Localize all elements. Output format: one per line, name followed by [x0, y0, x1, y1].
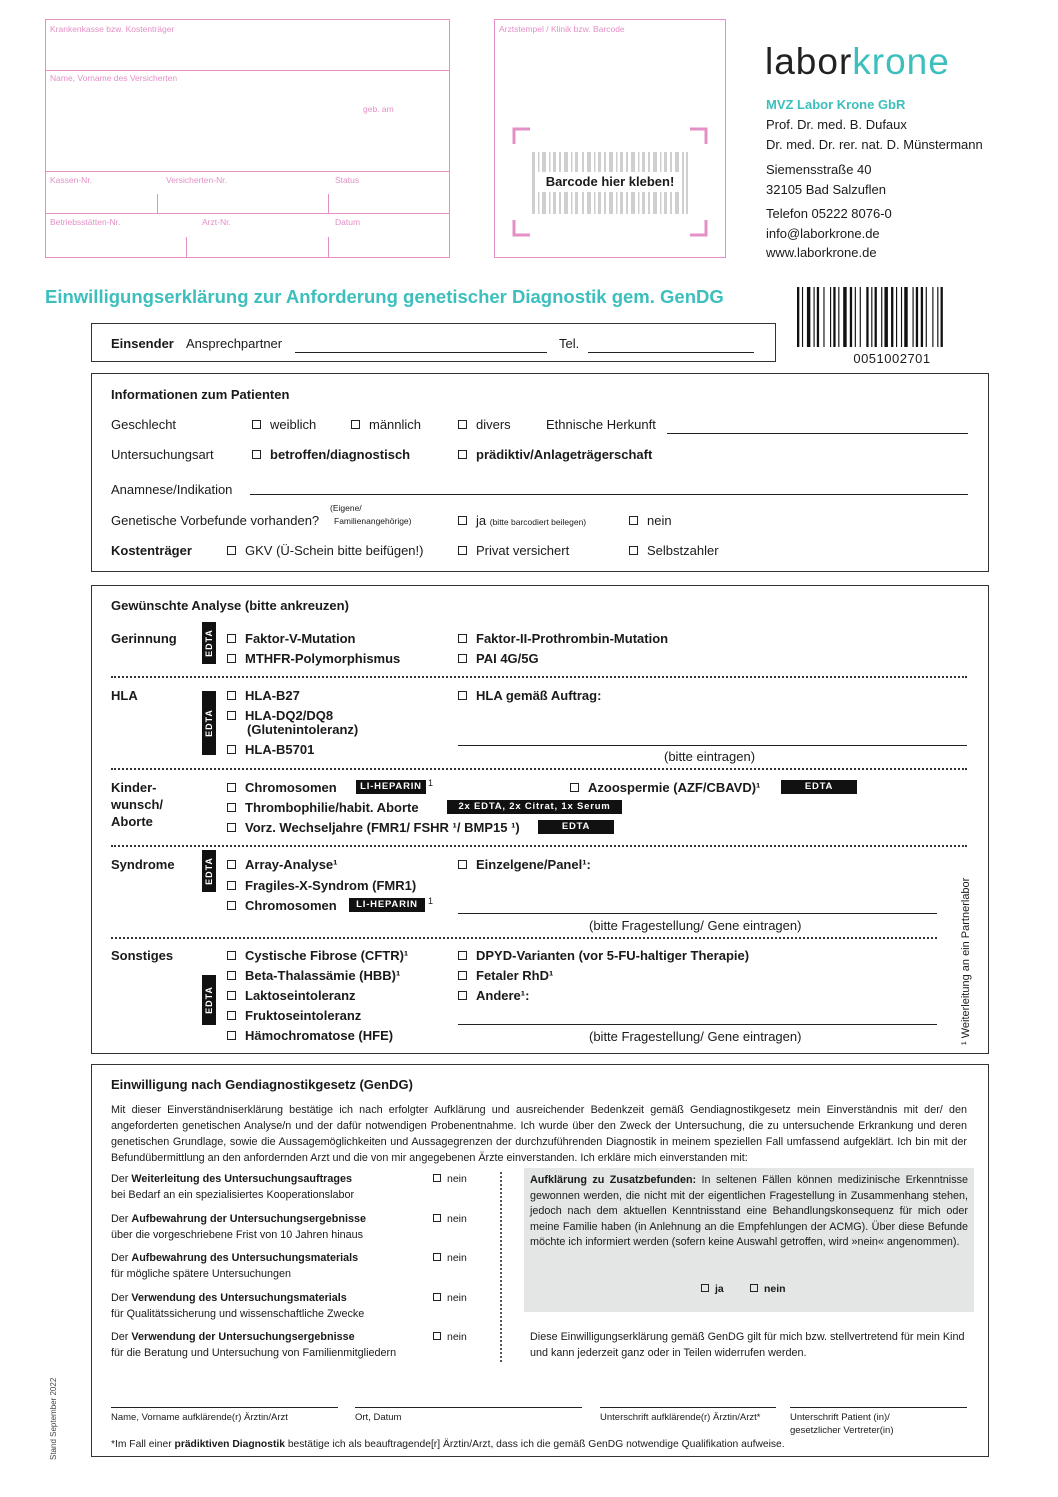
- checkbox[interactable]: [227, 546, 236, 555]
- patient-heading: Informationen zum Patienten: [111, 387, 290, 402]
- group-label-syndrome: Syndrome: [111, 857, 175, 872]
- consent-no-5[interactable]: nein: [433, 1331, 467, 1343]
- checkbox[interactable]: [458, 971, 467, 980]
- checkbox[interactable]: [629, 546, 638, 555]
- consent-no-2[interactable]: nein: [433, 1213, 467, 1225]
- checkbox[interactable]: [227, 971, 236, 980]
- test-fragiles-x[interactable]: [227, 878, 416, 893]
- footnote-marker: 1: [428, 778, 434, 788]
- form-title: Einwilligungserklärung zur Anforderung genetischer Diagnostik gem. GenDG: [45, 286, 724, 307]
- checkbox[interactable]: [458, 634, 467, 643]
- option-label: Fetaler RhD¹: [476, 968, 554, 983]
- divider: [157, 194, 158, 214]
- checkbox[interactable]: [252, 420, 261, 429]
- edta-badge: EDTA: [538, 820, 614, 834]
- sig-label-patient-1: Unterschrift Patient (in)/: [790, 1412, 890, 1423]
- sig-line-doctor-name[interactable]: [111, 1407, 338, 1408]
- test-mthfr[interactable]: [227, 651, 400, 666]
- option-label: HLA gemäß Auftrag:: [476, 688, 602, 703]
- checkbox[interactable]: [227, 654, 236, 663]
- checkbox[interactable]: [227, 823, 236, 832]
- test-chromosomen-syndrome[interactable]: [227, 898, 337, 913]
- lab-name: MVZ Labor Krone GbR: [766, 97, 906, 112]
- option-label: Array-Analyse¹: [245, 857, 338, 872]
- field-label-betriebsstaetten: Betriebsstätten-Nr.: [50, 217, 121, 227]
- barcode-hint: Barcode hier kleben!: [545, 174, 675, 189]
- option-label: Laktoseintoleranz: [245, 988, 356, 1003]
- option-label: Azoospermie (AZF/CBAVD)¹: [588, 780, 761, 795]
- checkbox[interactable]: [458, 991, 467, 1000]
- sig-label-patient-2: gesetzlicher Vertreter(in): [790, 1425, 894, 1436]
- einzelgene-hint: (bitte Fragestellung/ Gene eintragen): [589, 918, 802, 933]
- checkbox[interactable]: [227, 991, 236, 1000]
- andere-hint: (bitte Fragestellung/ Gene eintragen): [589, 1029, 802, 1044]
- edta-badge: EDTA: [202, 975, 216, 1025]
- test-hla-dq[interactable]: [227, 708, 333, 723]
- test-fruktose[interactable]: [227, 1008, 361, 1023]
- consent-item-1: Der Weiterleitung des Untersuchungsauftrages bei Bedarf an ein spezialisiertes Kooperationslabor: [111, 1173, 355, 1201]
- sig-label-doctor: Unterschrift aufklärende(r) Ärztin/Arzt*: [600, 1412, 761, 1423]
- checkbox[interactable]: [458, 691, 467, 700]
- option-label: ja: [476, 513, 487, 528]
- field-label-geb: geb. am: [363, 104, 394, 114]
- test-hla-dq-note: (Glutenintoleranz): [247, 722, 359, 737]
- payer-option-gkv[interactable]: [227, 543, 423, 558]
- checkbox[interactable]: [227, 881, 236, 890]
- test-azoospermie[interactable]: [570, 780, 760, 795]
- sex-label: Geschlecht: [111, 417, 177, 432]
- sig-line-place-date[interactable]: [355, 1407, 582, 1408]
- lab-city: 32105 Bad Salzuflen: [766, 182, 886, 197]
- group-label-sonstiges: Sonstiges: [111, 948, 174, 963]
- test-array[interactable]: [227, 857, 338, 872]
- test-faktor-v[interactable]: [227, 631, 356, 646]
- consent-item-4: Der Verwendung des Untersuchungsmaterials für Qualitätssicherung und wissenschaftliche Zwecke: [111, 1292, 365, 1320]
- consent-no-3[interactable]: nein: [433, 1252, 467, 1264]
- lab-person-1: Prof. Dr. med. B. Dufaux: [766, 117, 907, 132]
- checkbox[interactable]: [458, 450, 467, 459]
- prior-findings-note-1: (Eigene/: [330, 503, 362, 513]
- contact-input-line[interactable]: [295, 352, 547, 353]
- anamnesis-input-line[interactable]: [250, 494, 968, 495]
- checkbox[interactable]: [227, 1011, 236, 1020]
- group-label-kinder-1: Kinder-: [111, 780, 157, 795]
- checkbox[interactable]: [570, 783, 579, 792]
- tel-input-line[interactable]: [588, 352, 754, 353]
- checkbox[interactable]: [227, 745, 236, 754]
- checkbox[interactable]: [458, 654, 467, 663]
- test-andere[interactable]: [458, 988, 529, 1003]
- partner-lab-note: ¹ Weiterleitung an ein Partnerlabor: [960, 877, 972, 1045]
- checkbox[interactable]: [227, 1031, 236, 1040]
- lab-email[interactable]: info@laborkrone.de: [766, 226, 880, 241]
- edta-badge: EDTA: [202, 691, 216, 755]
- consent-heading: Einwilligung nach Gendiagnostikgesetz (GenDG): [111, 1077, 413, 1092]
- multi-sample-badge: 2x EDTA, 2x Citrat, 1x Serum: [447, 800, 622, 814]
- option-label: Selbstzahler: [647, 543, 719, 558]
- analysis-heading: Gewünschte Analyse (bitte ankreuzen): [111, 598, 349, 613]
- consent-item-5: Der Verwendung der Untersuchungsergebnisse für die Beratung und Untersuchung von Familienmitgliedern: [111, 1331, 397, 1359]
- edta-badge: EDTA: [202, 850, 216, 892]
- group-label-hla: HLA: [111, 688, 138, 703]
- consent-item-2: Der Aufbewahrung der Untersuchungsergebnisse über die vorgeschriebene Frist von 10 Jahren hinaus: [111, 1213, 366, 1241]
- checkbox[interactable]: [458, 420, 467, 429]
- field-label-datum: Datum: [335, 217, 361, 227]
- test-wechseljahre[interactable]: [227, 820, 520, 835]
- consent-paragraph: Mit dieser Einverständniserklärung bestätige ich nach erfolgter Aufklärung und ausreichender Bedenkzeit gemäß Gendiagnostikgesetz mein Einverständnis mit der/ den angeforderten genetischen Analyse/n und der dafür notwendigen Probenentnahme. Ich wurde über den Zweck der Untersuchung, die zu untersuchende Erkrankung und deren genetischen Grundlage, sowie die Aussagemöglichkeiten und Aussagegrenzen der durchzuführenden Diagnostik in meinem speziellen Fall umfassend aufgeklärt. Ich bin mit der Befundübermittlung an den anfordernden Arzt und die von mir angegebenen Ärzte einverstanden. Ich erkläre mich einverstanden mit:: [111, 1104, 967, 1164]
- checkbox[interactable]: [458, 860, 467, 869]
- sex-option-female[interactable]: [252, 417, 316, 432]
- ethnic-input-line[interactable]: [667, 433, 968, 434]
- field-label-kassen-nr: Kassen-Nr.: [50, 175, 93, 185]
- divider: [111, 676, 967, 678]
- consent-no-4[interactable]: nein: [433, 1292, 467, 1304]
- edta-badge: EDTA: [781, 780, 857, 794]
- test-dpyd[interactable]: [458, 948, 749, 963]
- checkbox[interactable]: [433, 1174, 441, 1182]
- additional-yes[interactable]: ja: [701, 1283, 724, 1295]
- test-laktose[interactable]: [227, 988, 356, 1003]
- option-label: nein: [647, 513, 672, 528]
- option-label: HLA-DQ2/DQ8: [245, 708, 334, 723]
- test-cftr[interactable]: [227, 948, 408, 963]
- sig-line-doctor[interactable]: [600, 1407, 776, 1408]
- anamnesis-label: Anamnese/Indikation: [111, 482, 233, 497]
- option-label: MTHFR-Polymorphismus: [245, 651, 401, 666]
- test-rhd[interactable]: [458, 968, 553, 983]
- option-label: Thrombophilie/habit. Aborte: [245, 800, 419, 815]
- divider: [45, 213, 449, 214]
- checkbox[interactable]: [227, 691, 236, 700]
- additional-findings-text: Aufklärung zu Zusatzbefunden: In seltenen Fällen können medizinische Erkenntnisse gewonnen werden, die nicht mit der eigentlichen Fragestellung in Zusammenhang stehen, jedoch nach dem aktuellen Kenntnisstand eine Behandlungskonsequenz für mich oder meine Familie haben (in Anlehnung an die Empfehlungen der ACMG). Über diese Befunde möchte ich informiert werden (sofern keine Auswahl getroffen, wird »nein« angenommen).: [530, 1174, 968, 1248]
- divider: [45, 171, 449, 172]
- checkbox[interactable]: [433, 1332, 441, 1340]
- divider: [328, 237, 329, 257]
- exam-option-diagnostic[interactable]: [252, 447, 410, 462]
- exam-type-label: Untersuchungsart: [111, 447, 214, 462]
- lab-street: Siemensstraße 40: [766, 162, 872, 177]
- tel-label: Tel.: [559, 336, 580, 351]
- field-label-krankenkasse: Krankenkasse bzw. Kostenträger: [50, 24, 175, 34]
- additional-no[interactable]: nein: [750, 1283, 786, 1295]
- test-einzelgene[interactable]: [458, 857, 591, 872]
- prior-findings-label: Genetische Vorbefunde vorhanden?: [111, 513, 320, 528]
- lab-logo: [765, 40, 950, 84]
- option-label: Beta-Thalassämie (HBB)¹: [245, 968, 401, 983]
- checkbox[interactable]: [227, 783, 236, 792]
- payer-label: Kostenträger: [111, 543, 192, 558]
- test-thrombophilie[interactable]: [227, 800, 419, 815]
- lab-person-2: Dr. med. Dr. rer. nat. D. Münstermann: [766, 137, 983, 152]
- option-label: Fruktoseintoleranz: [245, 1008, 362, 1023]
- test-hfe[interactable]: [227, 1028, 393, 1043]
- option-label: Chromosomen: [245, 780, 337, 795]
- checkbox[interactable]: [227, 951, 236, 960]
- lab-web[interactable]: www.laborkrone.de: [766, 245, 877, 260]
- prior-option-yes[interactable]: [458, 513, 586, 528]
- option-label: Fragiles-X-Syndrom (FMR1): [245, 878, 417, 893]
- checkbox[interactable]: [458, 951, 467, 960]
- option-label: Cystische Fibrose (CFTR)¹: [245, 948, 409, 963]
- divider: [328, 194, 329, 214]
- option-label: Faktor-II-Prothrombin-Mutation: [476, 631, 669, 646]
- option-label: Einzelgene/Panel¹:: [476, 857, 591, 872]
- test-hla-b5701[interactable]: [227, 742, 314, 757]
- einzelgene-input-line[interactable]: [458, 913, 937, 914]
- form-barcode: [797, 287, 987, 349]
- andere-input-line[interactable]: [458, 1024, 937, 1025]
- li-heparin-badge: LI-HEPARIN: [356, 780, 426, 794]
- checkbox[interactable]: [701, 1284, 709, 1292]
- checkbox[interactable]: [227, 711, 236, 720]
- checkbox[interactable]: [433, 1293, 441, 1301]
- divider: [186, 237, 187, 257]
- option-label: Hämochromatose (HFE): [245, 1028, 394, 1043]
- checkbox[interactable]: [433, 1214, 441, 1222]
- checkbox[interactable]: [433, 1253, 441, 1261]
- option-label: männlich: [369, 417, 422, 432]
- checkbox[interactable]: [252, 450, 261, 459]
- group-label-kinder-2: wunsch/: [111, 797, 164, 812]
- checkbox[interactable]: [750, 1284, 758, 1292]
- field-label-arzt-nr: Arzt-Nr.: [202, 217, 231, 227]
- option-label: divers: [476, 417, 511, 432]
- divider: [45, 70, 449, 71]
- exam-option-predictive[interactable]: [458, 447, 652, 462]
- test-faktor-ii[interactable]: [458, 631, 668, 646]
- test-hla-order[interactable]: [458, 688, 601, 703]
- sig-line-patient[interactable]: [790, 1407, 967, 1408]
- lab-phone: Telefon 05222 8076-0: [766, 206, 892, 221]
- consent-no-1[interactable]: nein: [433, 1173, 467, 1185]
- payer-option-private[interactable]: [458, 543, 569, 558]
- barcode-number: 0051002701: [853, 351, 931, 366]
- checkbox[interactable]: [351, 420, 360, 429]
- checkbox[interactable]: [227, 860, 236, 869]
- option-label: PAI 4G/5G: [476, 651, 539, 666]
- group-label-kinder-3: Aborte: [111, 814, 153, 829]
- predictive-footnote: *Im Fall einer prädiktiven Diagnostik bestätige ich als beauftragende[r] Ärztin/Arzt, dass ich die gemäß GenDG notwendige Qualifikation aufweise.: [111, 1439, 785, 1450]
- stamp-box-label: Arztstempel / Klinik bzw. Barcode: [499, 24, 625, 34]
- test-hla-b27[interactable]: [227, 688, 300, 703]
- sig-label-place-date: Ort, Datum: [355, 1412, 402, 1423]
- option-label: GKV (Ü-Schein bitte beifügen!): [245, 543, 424, 558]
- li-heparin-badge: LI-HEPARIN: [349, 898, 425, 912]
- option-label: Faktor-V-Mutation: [245, 631, 356, 646]
- contact-label: Ansprechpartner: [186, 336, 283, 351]
- option-label: HLA-B5701: [245, 742, 315, 757]
- logo-labor: labor: [765, 41, 853, 82]
- checkbox[interactable]: [458, 546, 467, 555]
- field-label-status: Status: [335, 175, 360, 185]
- divider: [111, 768, 967, 770]
- option-label: Vorz. Wechseljahre (FMR1/ FSHR ¹/ BMP15 ¹): [245, 820, 520, 835]
- ethnic-label: Ethnische Herkunft: [546, 417, 656, 432]
- option-label: Andere¹:: [476, 988, 530, 1003]
- hla-input-line[interactable]: [458, 745, 967, 746]
- checkbox[interactable]: [629, 516, 638, 525]
- edta-badge: EDTA: [202, 622, 216, 664]
- checkbox[interactable]: [227, 803, 236, 812]
- test-pai[interactable]: [458, 651, 539, 666]
- checkbox[interactable]: [227, 634, 236, 643]
- test-hbb[interactable]: [227, 968, 400, 983]
- option-label: weiblich: [270, 417, 317, 432]
- checkbox[interactable]: [227, 901, 236, 910]
- divider: [111, 845, 967, 847]
- sex-option-diverse[interactable]: [458, 417, 511, 432]
- field-label-name: Name, Vorname des Versicherten: [50, 73, 178, 83]
- payer-option-self[interactable]: [629, 543, 719, 558]
- footnote-marker: 1: [428, 896, 434, 906]
- prior-findings-note-2: Familienangehörige): [334, 516, 412, 526]
- option-label: Chromosomen: [245, 898, 337, 913]
- option-note: (bitte barcodiert beilegen): [489, 517, 587, 527]
- group-label-gerinnung: Gerinnung: [111, 631, 177, 646]
- divider: [500, 1172, 502, 1362]
- logo-krone: krone: [852, 41, 950, 82]
- form-version: Stand September 2022: [49, 1377, 58, 1460]
- option-label: HLA-B27: [245, 688, 300, 703]
- sender-label: Einsender: [111, 336, 174, 351]
- hla-hint: (bitte eintragen): [664, 749, 756, 764]
- consent-item-3: Der Aufbewahrung des Untersuchungsmaterials für mögliche spätere Untersuchungen: [111, 1252, 359, 1280]
- sig-label-doctor-name: Name, Vorname aufklärende(r) Ärztin/Arzt: [111, 1412, 288, 1423]
- revoke-text: Diese Einwilligungserklärung gemäß GenDG gilt für mich bzw. stellvertretend für mein Kind und kann jederzeit ganz oder in Teilen widerrufen werden.: [530, 1331, 965, 1359]
- test-chromosomen-kinder[interactable]: [227, 780, 337, 795]
- option-label: DPYD-Varianten (vor 5-FU-haltiger Therapie): [476, 948, 750, 963]
- prior-option-no[interactable]: [629, 513, 672, 528]
- checkbox[interactable]: [458, 516, 467, 525]
- option-label: betroffen/diagnostisch: [270, 447, 411, 462]
- option-label: prädiktiv/Anlageträgerschaft: [476, 447, 653, 462]
- option-label: Privat versichert: [476, 543, 570, 558]
- sex-option-male[interactable]: [351, 417, 421, 432]
- divider: [111, 937, 937, 939]
- field-label-versicherten-nr: Versicherten-Nr.: [166, 175, 227, 185]
